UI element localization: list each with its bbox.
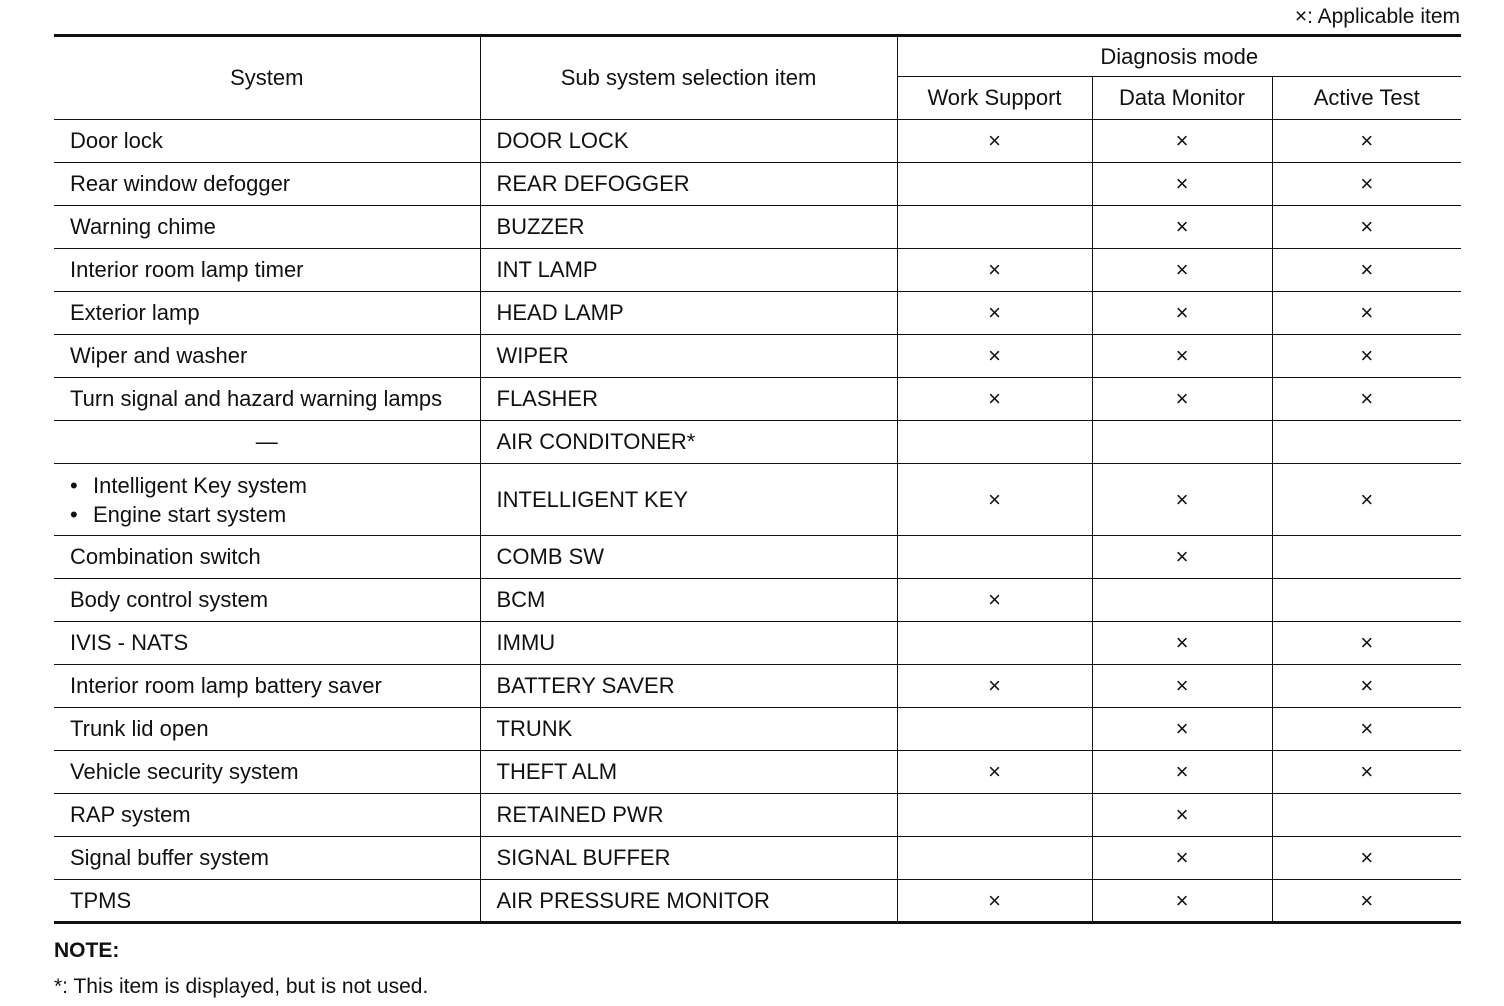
system-bullet-list — [70, 471, 480, 529]
cell-active-test — [1272, 794, 1461, 837]
cell-data-monitor: × — [1092, 622, 1272, 665]
cell-active-test: × — [1272, 206, 1461, 249]
cell-data-monitor — [1092, 579, 1272, 622]
cell-work-support: × — [897, 292, 1092, 335]
cell-work-support: × — [897, 249, 1092, 292]
table-row — [54, 794, 1461, 837]
cell-active-test — [1272, 579, 1461, 622]
cell-data-monitor: × — [1092, 206, 1272, 249]
cell-sub-system: BCM — [480, 579, 897, 622]
cell-work-support — [897, 421, 1092, 464]
cell-active-test: × — [1272, 378, 1461, 421]
cell-system: RAP system — [54, 794, 480, 837]
table-row — [54, 837, 1461, 880]
cell-active-test: × — [1272, 464, 1461, 536]
cell-active-test — [1272, 536, 1461, 579]
cell-system: Turn signal and hazard warning lamps — [54, 378, 480, 421]
cell-system: Door lock — [54, 120, 480, 163]
cell-sub-system: AIR CONDITONER* — [480, 421, 897, 464]
cell-data-monitor: × — [1092, 880, 1272, 923]
cell-system: Rear window defogger — [54, 163, 480, 206]
cell-data-monitor: × — [1092, 120, 1272, 163]
cell-data-monitor: × — [1092, 837, 1272, 880]
cell-sub-system: TRUNK — [480, 708, 897, 751]
header-diagnosis-mode: Diagnosis mode — [897, 36, 1461, 77]
header-sub-system: Sub system selection item — [480, 36, 897, 120]
cell-sub-system: IMMU — [480, 622, 897, 665]
cell-system: — — [54, 421, 480, 464]
table-row — [54, 292, 1461, 335]
cell-system: Body control system — [54, 579, 480, 622]
cell-work-support: × — [897, 579, 1092, 622]
cell-system: Wiper and washer — [54, 335, 480, 378]
system-bullet-item: • Engine start system — [70, 500, 480, 529]
cell-sub-system: INT LAMP — [480, 249, 897, 292]
cell-system: Warning chime — [54, 206, 480, 249]
table-row — [54, 708, 1461, 751]
cell-system: Exterior lamp — [54, 292, 480, 335]
cell-work-support: × — [897, 751, 1092, 794]
cell-sub-system: BUZZER — [480, 206, 897, 249]
table-row — [54, 378, 1461, 421]
cell-sub-system: REAR DEFOGGER — [480, 163, 897, 206]
cell-system: Trunk lid open — [54, 708, 480, 751]
cell-active-test: × — [1272, 708, 1461, 751]
table-row — [54, 665, 1461, 708]
table-row — [54, 579, 1461, 622]
table-row — [54, 335, 1461, 378]
table-row — [54, 163, 1461, 206]
table-row — [54, 751, 1461, 794]
cell-system — [54, 464, 480, 536]
cell-active-test: × — [1272, 622, 1461, 665]
diagnosis-mode-table — [54, 34, 1461, 924]
cell-sub-system: WIPER — [480, 335, 897, 378]
cell-active-test: × — [1272, 665, 1461, 708]
table-row — [54, 206, 1461, 249]
table-row — [54, 120, 1461, 163]
cell-data-monitor: × — [1092, 665, 1272, 708]
cell-work-support — [897, 163, 1092, 206]
cell-active-test: × — [1272, 751, 1461, 794]
header-system: System — [54, 36, 480, 120]
cell-work-support — [897, 206, 1092, 249]
cell-system: Combination switch — [54, 536, 480, 579]
cell-work-support: × — [897, 120, 1092, 163]
note-title: NOTE: — [54, 939, 120, 962]
cell-sub-system: DOOR LOCK — [480, 120, 897, 163]
cell-work-support — [897, 536, 1092, 579]
cell-data-monitor: × — [1092, 335, 1272, 378]
cell-work-support — [897, 794, 1092, 837]
cell-data-monitor: × — [1092, 751, 1272, 794]
header-data-monitor: Data Monitor — [1092, 77, 1272, 120]
header-active-test: Active Test — [1272, 77, 1461, 120]
table-row — [54, 464, 1461, 536]
table-row — [54, 249, 1461, 292]
cell-data-monitor: × — [1092, 378, 1272, 421]
cell-work-support: × — [897, 880, 1092, 923]
cell-active-test: × — [1272, 249, 1461, 292]
cell-sub-system: RETAINED PWR — [480, 794, 897, 837]
cell-work-support: × — [897, 464, 1092, 536]
cell-data-monitor — [1092, 421, 1272, 464]
cell-active-test: × — [1272, 880, 1461, 923]
cell-work-support: × — [897, 378, 1092, 421]
cell-system: Vehicle security system — [54, 751, 480, 794]
table-row — [54, 421, 1461, 464]
cell-active-test: × — [1272, 292, 1461, 335]
cell-sub-system: FLASHER — [480, 378, 897, 421]
cell-system: IVIS - NATS — [54, 622, 480, 665]
header-work-support: Work Support — [897, 77, 1092, 120]
cell-system: TPMS — [54, 880, 480, 923]
cell-active-test: × — [1272, 837, 1461, 880]
cell-active-test — [1272, 421, 1461, 464]
applicable-item-legend: ×: Applicable item — [1294, 5, 1460, 28]
cell-data-monitor: × — [1092, 536, 1272, 579]
cell-sub-system: COMB SW — [480, 536, 897, 579]
cell-data-monitor: × — [1092, 249, 1272, 292]
cell-system: Signal buffer system — [54, 837, 480, 880]
cell-work-support: × — [897, 665, 1092, 708]
table-row — [54, 622, 1461, 665]
cell-sub-system: BATTERY SAVER — [480, 665, 897, 708]
system-bullet-item: • Intelligent Key system — [70, 471, 480, 500]
cell-active-test: × — [1272, 120, 1461, 163]
cell-data-monitor: × — [1092, 794, 1272, 837]
cell-data-monitor: × — [1092, 292, 1272, 335]
table-row — [54, 880, 1461, 923]
cell-sub-system: HEAD LAMP — [480, 292, 897, 335]
cell-active-test: × — [1272, 335, 1461, 378]
table-body — [54, 120, 1461, 923]
cell-data-monitor: × — [1092, 163, 1272, 206]
cell-system: Interior room lamp battery saver — [54, 665, 480, 708]
cell-work-support — [897, 837, 1092, 880]
cell-sub-system: AIR PRESSURE MONITOR — [480, 880, 897, 923]
cell-data-monitor: × — [1092, 464, 1272, 536]
cell-active-test: × — [1272, 163, 1461, 206]
cell-data-monitor: × — [1092, 708, 1272, 751]
cell-sub-system: SIGNAL BUFFER — [480, 837, 897, 880]
cell-system: Interior room lamp timer — [54, 249, 480, 292]
note-text: *: This item is displayed, but is not used. — [54, 975, 429, 998]
cell-sub-system: INTELLIGENT KEY — [480, 464, 897, 536]
cell-work-support: × — [897, 335, 1092, 378]
cell-sub-system: THEFT ALM — [480, 751, 897, 794]
cell-work-support — [897, 708, 1092, 751]
table-row — [54, 536, 1461, 579]
cell-work-support — [897, 622, 1092, 665]
